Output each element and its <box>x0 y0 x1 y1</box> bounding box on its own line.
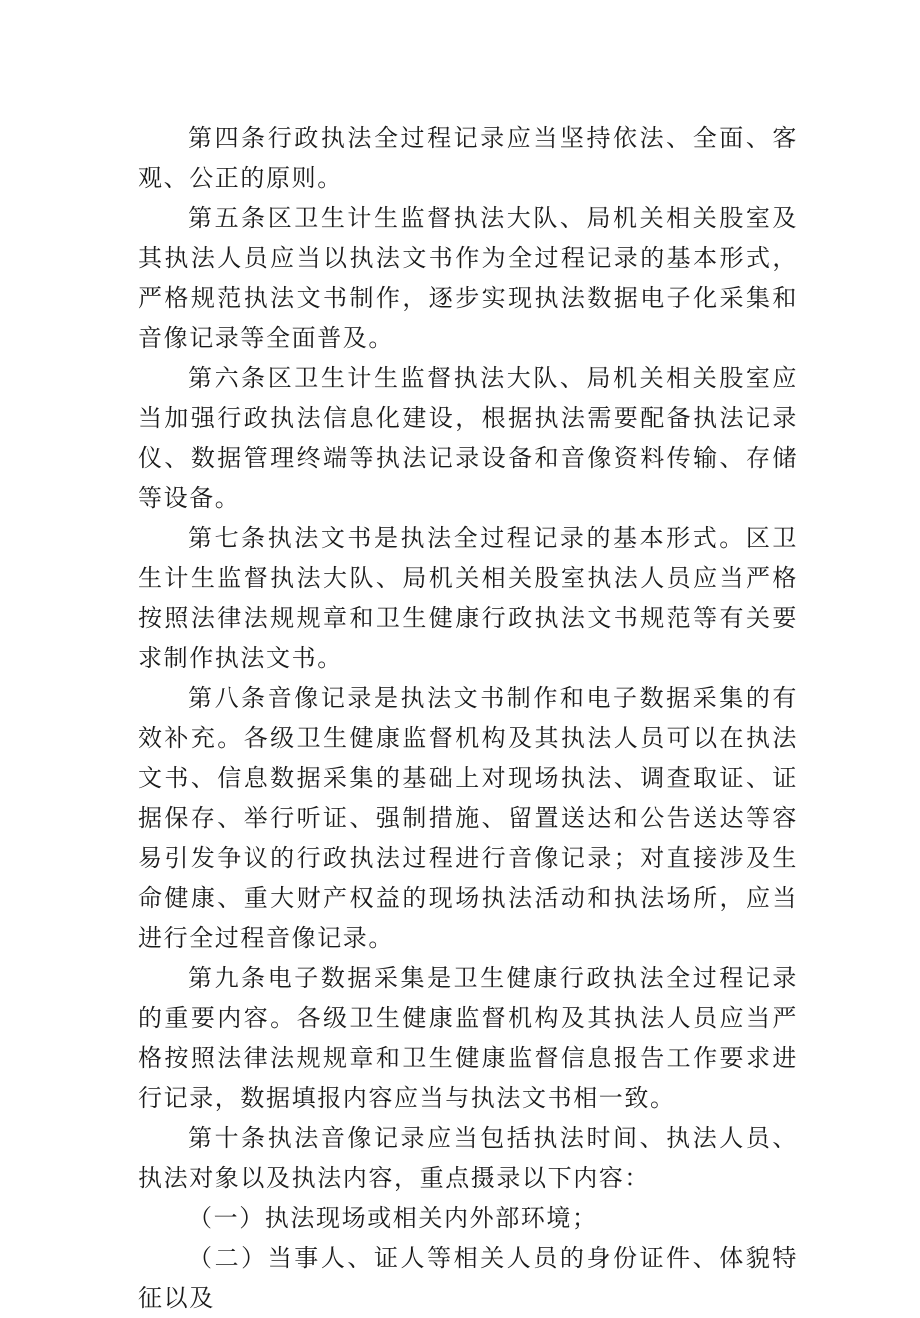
article-10-item-1: （一）执法现场或相关内外部环境； <box>188 1204 598 1232</box>
article-6: 第六条区卫生计生监督执法大队、局机关相关股室应当加强行政执法信息化建设，根据执法需要配备执法记录仪、数据管理终端等执法记录设备和音像资料传输、存储等设备。 <box>138 364 798 512</box>
article-10-item-2: （二）当事人、证人等相关人员的身份证件、体貌特征以及 <box>138 1244 798 1312</box>
article-5: 第五条区卫生计生监督执法大队、局机关相关股室及其执法人员应当以执法文书作为全过程记录的基本形式，严格规范执法文书制作，逐步实现执法数据电子化采集和音像记录等全面普及。 <box>138 204 798 352</box>
document-body <box>138 118 798 1318</box>
article-9: 第九条电子数据采集是卫生健康行政执法全过程记录的重要内容。各级卫生健康监督机构及其执法人员应当严格按照法律法规规章和卫生健康监督信息报告工作要求进行记录，数据填报内容应当与执法文书相一致。 <box>138 964 798 1112</box>
article-4: 第四条行政执法全过程记录应当坚持依法、全面、客观、公正的原则。 <box>138 124 798 192</box>
article-7: 第七条执法文书是执法全过程记录的基本形式。区卫生计生监督执法大队、局机关相关股室执法人员应当严格按照法律法规规章和卫生健康行政执法文书规范等有关要求制作执法文书。 <box>138 524 798 672</box>
article-10: 第十条执法音像记录应当包括执法时间、执法人员、执法对象以及执法内容，重点摄录以下内容： <box>138 1124 798 1192</box>
article-8: 第八条音像记录是执法文书制作和电子数据采集的有效补充。各级卫生健康监督机构及其执法人员可以在执法文书、信息数据采集的基础上对现场执法、调查取证、证据保存、举行听证、强制措施、留置送达和公告送达等容易引发争议的行政执法过程进行音像记录；对直接涉及生命健康、重大财产权益的现场执法活动和执法场所，应当进行全过程音像记录。 <box>138 684 798 952</box>
